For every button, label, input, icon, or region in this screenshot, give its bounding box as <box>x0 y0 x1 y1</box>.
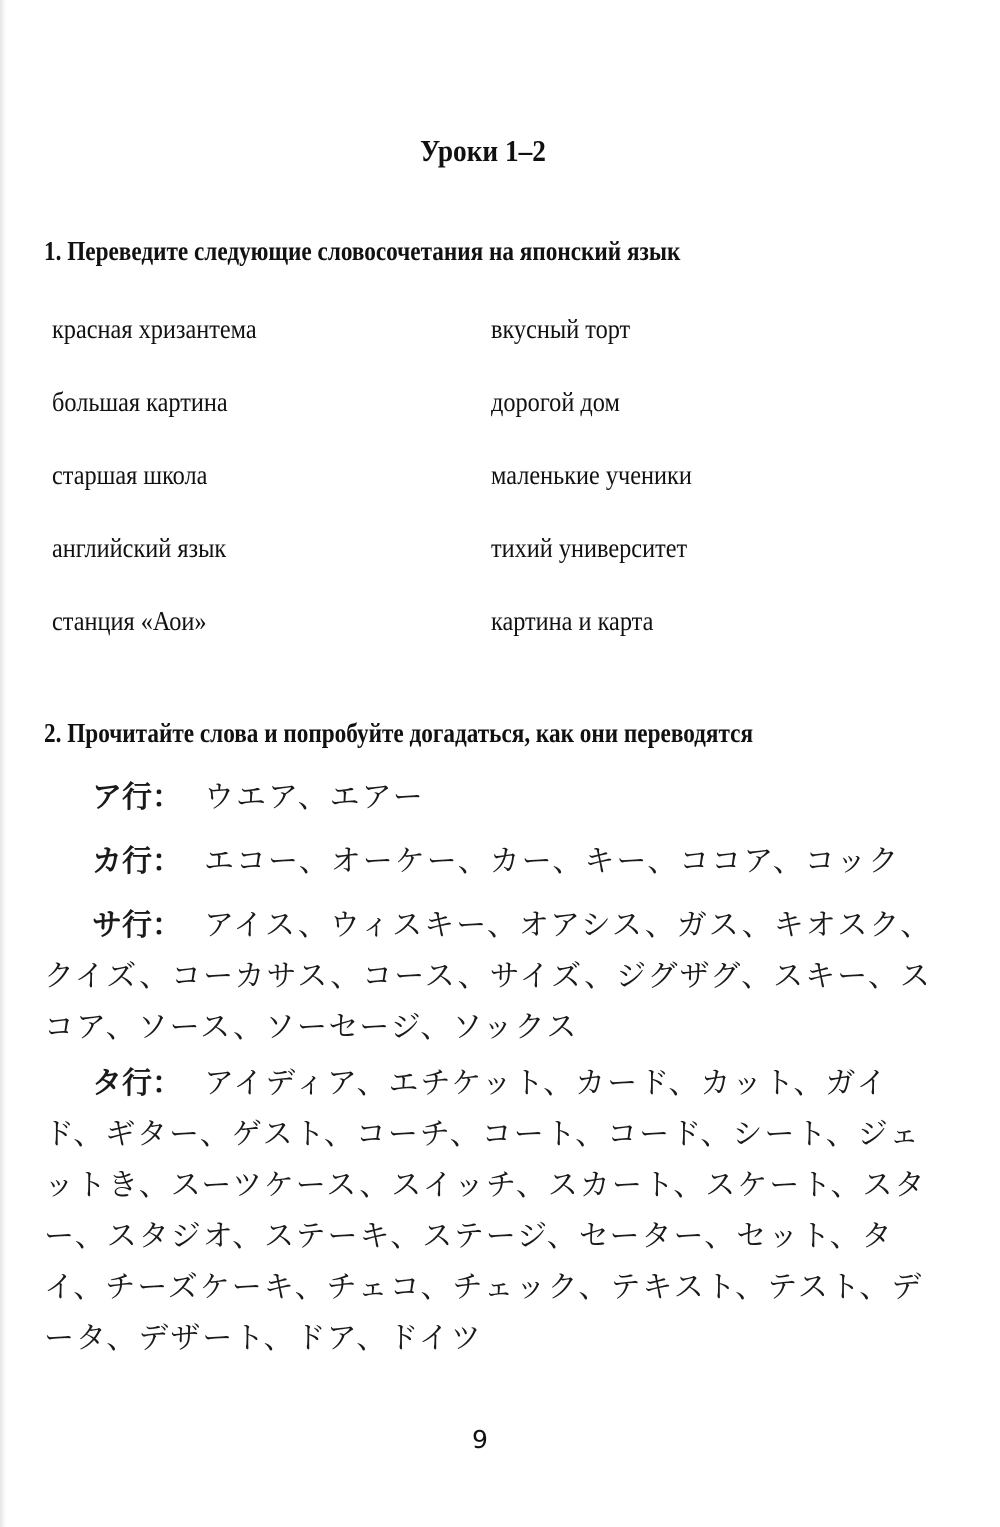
exercise-1-heading: 1. Переведите следующие словосочетания на японский язык <box>44 236 681 266</box>
page-edge-shadow <box>0 0 6 1527</box>
page-title: Уроки 1–2 <box>420 132 546 168</box>
phrase-left-3: старшая школа <box>52 460 208 490</box>
row-words-sa: アイス、ウィスキー、オアシス、ガス、キオスク、クイズ、コーカサス、コース、サイズ、ジグザグ、スキー、スコア、ソース、ソーセージ、ソックス <box>44 908 933 1045</box>
katakana-row-ka <box>44 836 944 887</box>
katakana-row-sa <box>44 900 944 1053</box>
row-label-a: ア行： <box>92 780 182 815</box>
phrase-right-5: картина и карта <box>491 606 654 636</box>
phrase-left-5: станция «Аои» <box>52 606 207 636</box>
row-words-ta: アイディア、エチケット、カード、カット、ガイド、ギター、ゲスト、コーチ、コート、コード、シート、ジェットき、スーツケース、スイッチ、スカート、スケート、スター、スタジオ、ステーキ、ステージ、セーター、セット、タイ、チーズケーキ、チェコ、チェック、テキスト、テスト、データ、デザート、ドア、ドイツ <box>44 1066 927 1356</box>
page-number: 9 <box>472 1425 488 1454</box>
exercise-2-heading: 2. Прочитайте слова и попробуйте догадаться, как они переводятся <box>44 718 754 748</box>
phrase-right-4: тихий университет <box>491 533 688 563</box>
row-words-ka: エコー、オーケー、カー、キー、ココア、コック <box>204 844 901 879</box>
row-label-ka: カ行： <box>92 844 182 879</box>
row-words-a: ウエア、エアー <box>204 780 425 815</box>
phrase-right-2: дорогой дом <box>491 387 620 417</box>
row-label-ta: タ行： <box>92 1066 182 1101</box>
phrase-left-4: английский язык <box>52 533 227 563</box>
phrase-right-1: вкусный торт <box>491 314 631 344</box>
row-label-sa: サ行： <box>92 908 182 943</box>
katakana-row-a <box>44 772 944 823</box>
phrase-left-2: большая картина <box>52 387 228 417</box>
katakana-row-ta <box>44 1058 944 1364</box>
phrase-left-1: красная хризантема <box>52 314 257 344</box>
phrase-right-3: маленькие ученики <box>491 460 692 490</box>
